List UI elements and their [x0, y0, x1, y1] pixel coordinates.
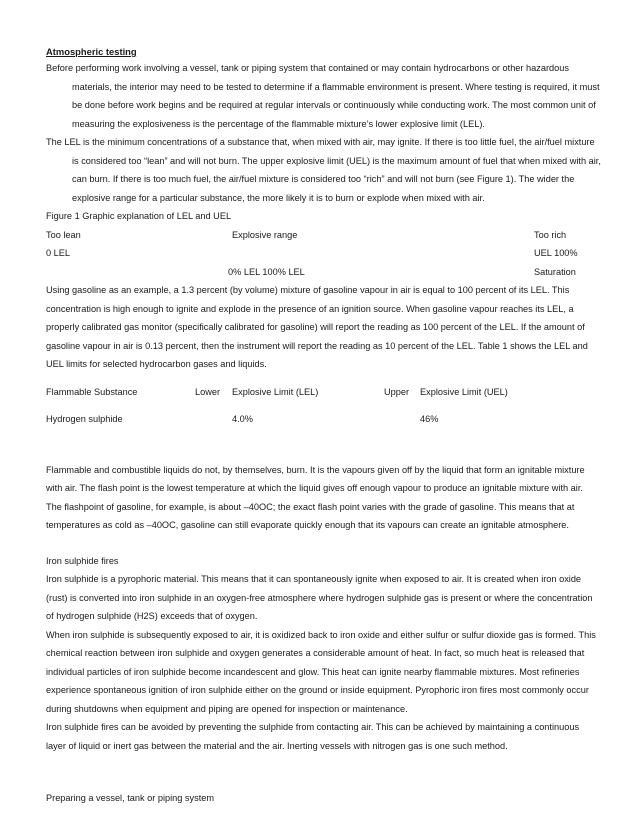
paragraph-iron-sulphide-intro: Iron sulphide is a pyrophoric material. This means that it can spontaneously ignite when exposed to air. It is created when iron oxide (rust) is converted into iron sulphide in an oxygen-free atmosphere where hydrogen sulphide gas is present or where the concentration of hydrogen sulphide (H2S) exceeds that of oxygen. — [46, 574, 593, 621]
table-header-substance: Flammable Substance — [46, 386, 138, 397]
table-header-upper: Upper — [384, 386, 410, 397]
section-title: Atmospheric testing — [46, 46, 137, 57]
figure-row-scale — [46, 263, 601, 282]
paragraph-flash-point: Flammable and combustible liquids do not, by themselves, burn. It is the vapours given off by the liquid that form an ignitable mixture with air. The flash point is the lowest temperature at which the liquid gives off enough vapour to produce an ignitable mixture with air. The flashpoint of gasoline, for example, is about –40OC; the exact flash point varies with the grade of gasoline. This means that at temperatures as cold as –40OC, gasoline can still evaporate quickly enough that its vapours can create an ignitable atmosphere. — [46, 464, 585, 530]
paragraph-iron-sulphide-reaction: When iron sulphide is subsequently exposed to air, it is oxidized back to iron oxide and either sulfur or sulfur dioxide gas is formed. This chemical reaction between iron sulphide and oxygen generates a considerable amount of heat. In fact, so much heat is released that individual particles of iron sulphide become incandescent and glow. This heat can ignite nearby flammable mixtures. Most refineries experience spontaneous ignition of iron sulphide either on the ground or inside equipment. Pyrophoric iron fires most commonly occur during shutdowns when equipment and piping are opened for inspection or maintenance. — [46, 629, 596, 714]
table-header-lower: Lower — [195, 386, 221, 397]
figure-caption: Figure 1 Graphic explanation of LEL and UEL — [46, 211, 232, 221]
paragraph-testing-intro: Before performing work involving a vessel, tank or piping system that contained or may contain hydrocarbons or other hazardous materials, the interior may need to be tested to determine if a flammable environment is present. Where testing is required, it must be done before work begins and be required at regular intervals or continuously while conducting work. The most common unit of measuring the explosiveness is the percentage of the flammable mixture’s lower explosive limit (LEL). — [46, 63, 600, 129]
figure-uel-100: UEL 100% — [534, 248, 578, 258]
preparing-title: Preparing a vessel, tank or piping system — [46, 793, 215, 803]
iron-sulphide-title: Iron sulphide fires — [46, 555, 119, 566]
table-header-uel: Explosive Limit (UEL) — [420, 386, 508, 397]
paragraph-lel-definition: The LEL is the minimum concentrations of a substance that, when mixed with air, may ignite. If there is too little fuel, the air/fuel mixture is considered too “lean” and will not burn. The upper explosive limit (UEL) is the maximum amount of fuel that when mixed with air, can burn. If there is too much fuel, the air/fuel mixture is considered too “rich” and will not burn (see Figure 1). The wider the explosive range for a particular substance, the more likely it is to burn or explode when mixed with air. — [46, 137, 601, 203]
figure-lel-scale: 0% LEL 100% LEL — [228, 266, 305, 277]
table-row — [46, 410, 601, 429]
table-cell-substance: Hydrogen sulphide — [46, 414, 123, 424]
figure-too-lean: Too lean — [46, 229, 81, 240]
figure-row-labels — [46, 226, 601, 245]
table-cell-lel: 4.0% — [232, 414, 253, 424]
document-page — [46, 44, 601, 808]
table-header — [46, 383, 601, 402]
figure-too-rich: Too rich — [534, 229, 567, 240]
figure-row-limits — [46, 244, 601, 263]
figure-zero-lel: 0 LEL — [46, 248, 71, 258]
figure-explosive-range: Explosive range — [232, 229, 298, 240]
paragraph-gasoline-example: Using gasoline as an example, a 1.3 percent (by volume) mixture of gasoline vapour in air is equal to 100 percent of its LEL. This concentration is high enough to ignite and explode in the presence of an ignition source. When gasoline vapour reaches its LEL, a properly calibrated gas monitor (specifically calibrated for gasoline) will report the reading as 100 percent of the LEL. If the amount of gasoline vapour in air is 0.13 percent, then the instrument will report the reading as 10 percent of the LEL. Table 1 shows the LEL and UEL limits for selected hydrocarbon gases and liquids. — [46, 285, 588, 369]
figure-saturation: Saturation — [534, 266, 576, 277]
table-cell-uel: 46% — [420, 414, 439, 424]
table-header-lel: Explosive Limit (LEL) — [232, 386, 319, 397]
paragraph-iron-sulphide-prevention: Iron sulphide fires can be avoided by preventing the sulphide from contacting air. This can be achieved by maintaining a continuous layer of liquid or inert gas between the material and the air. Inerting vessels with nitrogen gas is one such method. — [46, 722, 580, 751]
